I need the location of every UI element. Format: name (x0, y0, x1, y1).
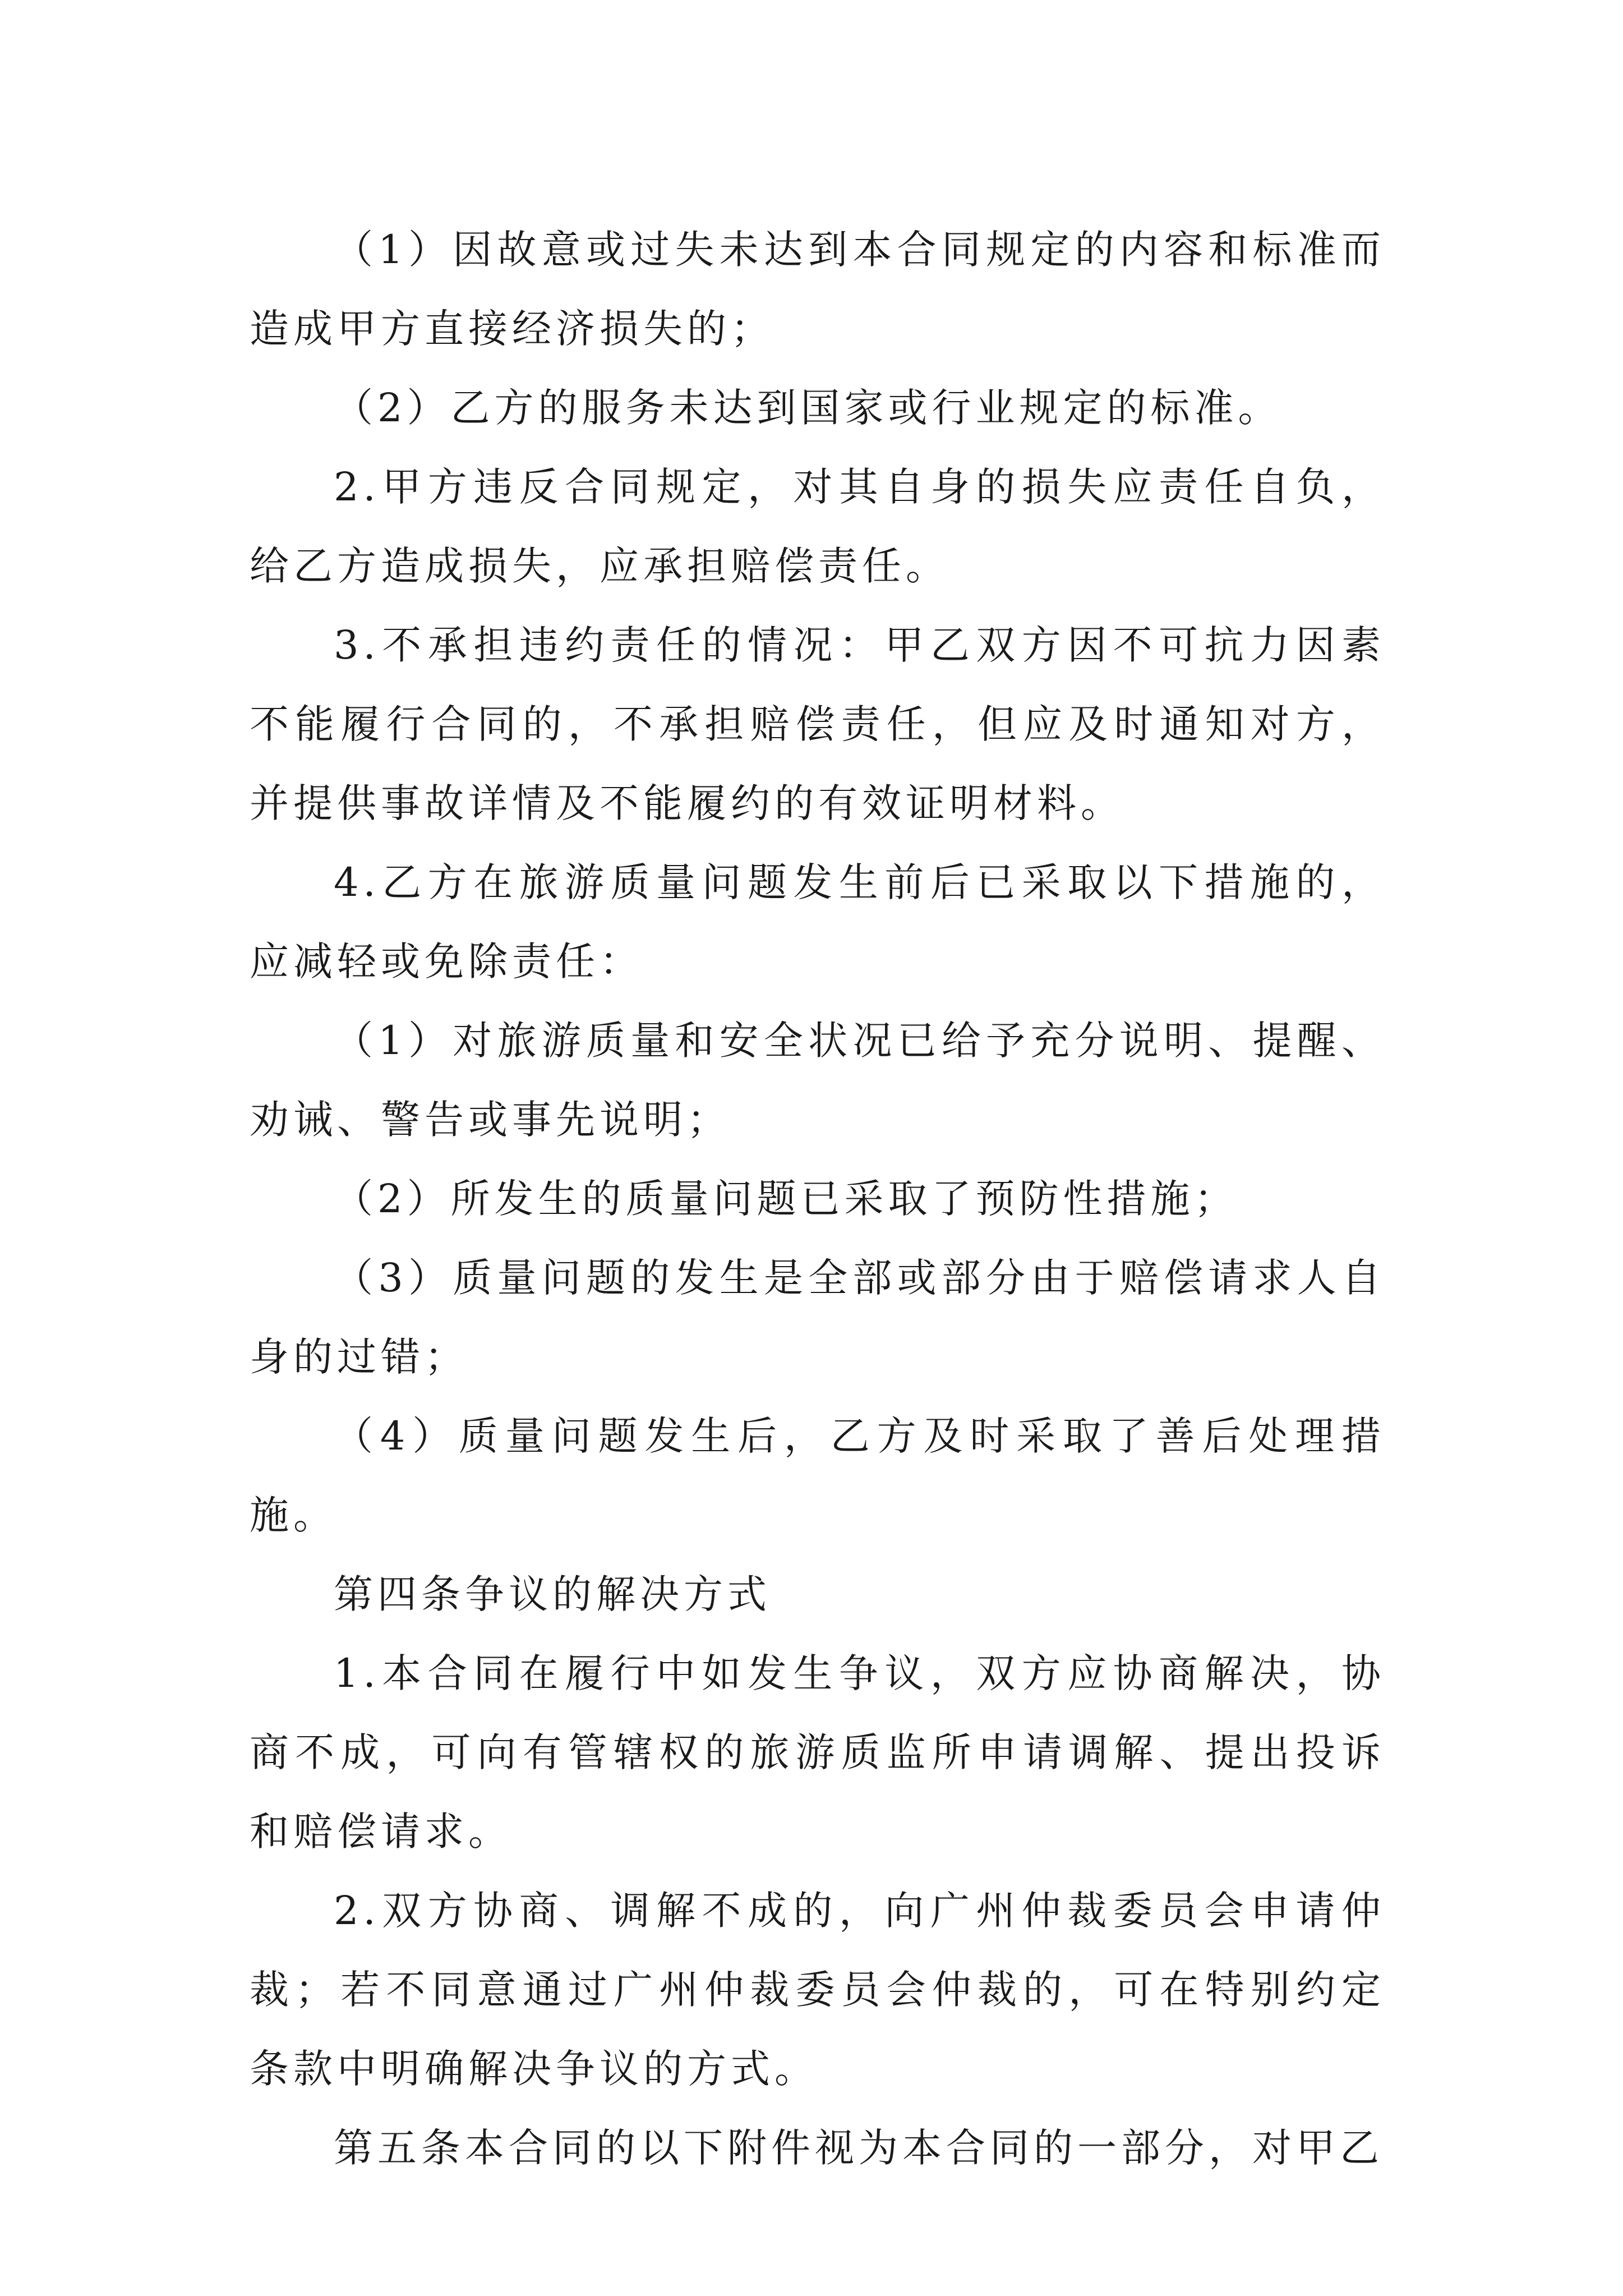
paragraph-clause-3: 3.不承担违约责任的情况：甲乙双方因不可抗力因素不能履行合同的，不承担赔偿责任，但应及时通知对方，并提供事故详情及不能履约的有效证明材料。 (250, 622, 1385, 826)
paragraph-clause-1-item-1: （1）因故意或过失未达到本合同规定的内容和标准而造成甲方直接经济损失的； (250, 227, 1385, 352)
paragraph-clause-4-item-4: （4）质量问题发生后，乙方及时采取了善后处理措施。 (250, 1413, 1385, 1538)
paragraph-article-5: 第五条本合同的以下附件视为本合同的一部分，对甲乙 (334, 2125, 1384, 2171)
paragraph-clause-4-item-3: （3）质量问题的发生是全部或部分由于赔偿请求人自身的过错； (250, 1255, 1385, 1380)
section-heading-article-4: 第四条争议的解决方式 (334, 1571, 771, 1617)
paragraph-clause-4: 4.乙方在旅游质量问题发生前后已采取以下措施的，应减轻或免除责任： (250, 859, 1385, 984)
paragraph-dispute-1: 1.本合同在履行中如发生争议，双方应协商解决，协商不成，可向有管辖权的旅游质监所申请调解、提出投诉和赔偿请求。 (250, 1650, 1385, 1855)
paragraph-clause-2: 2.甲方违反合同规定，对其自身的损失应责任自负，给乙方造成损失，应承担赔偿责任。 (250, 464, 1385, 589)
paragraph-clause-4-item-2: （2）所发生的质量问题已采取了预防性措施； (334, 1176, 1238, 1222)
paragraph-clause-4-item-1: （1）对旅游质量和安全状况已给予充分说明、提醒、劝诫、警告或事先说明； (250, 1018, 1385, 1143)
paragraph-clause-1-item-2: （2）乙方的服务未达到国家或行业规定的标准。 (334, 385, 1282, 431)
contract-body (250, 210, 1385, 2188)
paragraph-dispute-2: 2.双方协商、调解不成的，向广州仲裁委员会申请仲裁；若不同意通过广州仲裁委员会仲裁的，可在特别约定条款中明确解决争议的方式。 (250, 1888, 1385, 2092)
